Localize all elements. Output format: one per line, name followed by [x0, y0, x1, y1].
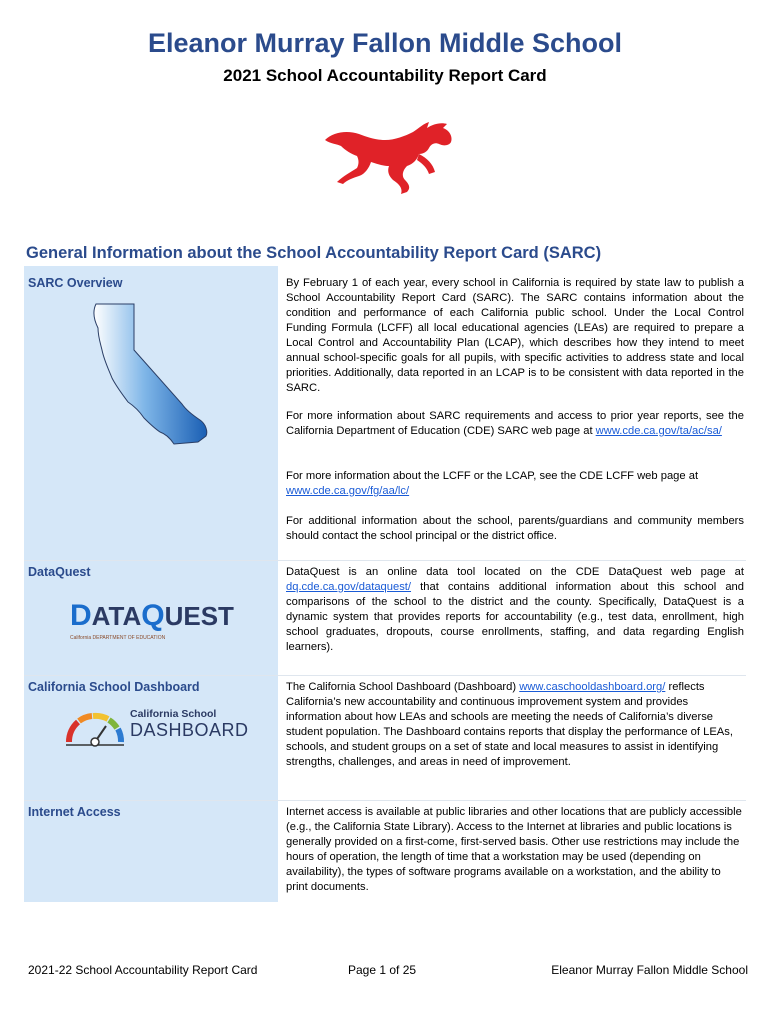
row-content-cell [280, 561, 746, 675]
dataquest-label: DataQuest [28, 565, 91, 579]
sarc-overview-paragraph-4: For additional information about the school, parents/guardians and community members should contact the school principal or the district office. [286, 515, 744, 542]
dashboard-label: California School Dashboard [28, 680, 200, 694]
dashboard-gauge-icon [64, 708, 126, 748]
dashboard-text-before: The California School Dashboard (Dashboard) [286, 681, 517, 693]
row-content-cell [280, 676, 746, 800]
report-title: 2021 School Accountability Report Card [223, 66, 547, 85]
dataquest-logo-subtitle: California DEPARTMENT OF EDUCATION [70, 635, 166, 641]
lcff-web-page-link[interactable]: www.cde.ca.gov/fg/aa/lc/ [286, 485, 410, 497]
school-name: Eleanor Murray Fallon Middle School [147, 28, 623, 58]
footer-left: 2021-22 School Accountability Report Card [28, 963, 258, 977]
lcff-text: For more information about the LCFF or the LCAP, see the CDE LCFF web page at [286, 470, 699, 482]
dataquest-text-after: that contains additional information about this school and comparisons of the school to the district and the county. Specifically, DataQuest is a dynamic system that provides reports for accountability (e.g., test data, enrollment, high school graduates, dropouts, course enrollments, staffing, and data regarding English learners). [286, 581, 744, 653]
mustang-horse-icon [323, 118, 458, 196]
sarc-overview-paragraph-2 [286, 409, 744, 439]
row-content-cell [280, 266, 746, 560]
section-heading: General Information about the School Accountability Report Card (SARC) [26, 244, 602, 262]
internet-access-label: Internet Access [28, 805, 121, 819]
row-dataquest [24, 561, 746, 675]
row-label-cell [24, 561, 280, 675]
row-sarc-overview [24, 266, 746, 560]
footer-right: Eleanor Murray Fallon Middle School [551, 963, 748, 977]
footer-page-number: Page 1 of 25 [348, 963, 417, 977]
dashboard-logo [64, 704, 249, 748]
row-content-cell [280, 801, 746, 902]
row-label-cell [24, 676, 280, 800]
dashboard-logo-top-text: California School [130, 708, 217, 720]
dashboard-paragraph [286, 680, 744, 770]
dataquest-logo-q: Q [141, 599, 165, 632]
row-label-cell [24, 801, 280, 902]
dashboard-text-after: reflects California’s new accountability and continuous improvement system and provides information about how LEAs and schools are meeting the needs of California’s diverse student population. The Dashboard contains reports that display the performance of LEAs, schools, and student groups on a set of state and local measures to assist in identifying strengths, challenges, and areas in need of improvement. [286, 681, 733, 768]
sarc-web-page-link[interactable]: www.cde.ca.gov/ta/ac/sa/ [595, 425, 722, 437]
dashboard-web-page-link[interactable]: www.caschooldashboard.org/ [519, 681, 666, 693]
california-map-icon [90, 302, 220, 452]
row-internet-access [24, 801, 746, 902]
sarc-overview-paragraph-3 [286, 469, 744, 499]
dataquest-logo [70, 599, 240, 649]
dataquest-web-page-link[interactable]: dq.cde.ca.gov/dataquest/ [286, 581, 412, 593]
internet-access-paragraph: Internet access is available at public libraries and other locations that are publicly accessible (e.g., the California State Library). Access to the Internet at libraries and public locations is generally provided on a first-come, first-served basis. Other use restrictions may include the hours of operation, the length of time that a workstation may be used (depending on availability), the types of software programs available on a workstation, and the ability to print documents. [286, 806, 742, 893]
sarc-info-table [24, 266, 746, 902]
sarc-overview-paragraph-1: By February 1 of each year, every school in California is required by state law to publish a School Accountability Report Card (SARC). The SARC contains information about the condition and performance of each California public school. Under the Local Control Funding Formula (LCFF) all local educational agencies (LEAs) are required to prepare a Local Control and Accountability Plan (LCAP), which describes how they intend to meet annual school-specific goals for all pupils, with specific activities to address state and local priorities. Additionally, data reported in an LCAP is to be consistent with data reported in the SARC. [286, 277, 744, 394]
dataquest-text-before: DataQuest is an online data tool located on the CDE DataQuest web page at [286, 566, 744, 578]
sarc-overview-text: For more information about SARC requirements and access to prior year reports, see the California Department of Education (CDE) SARC web page at [286, 410, 744, 437]
row-dashboard [24, 676, 746, 800]
sarc-overview-label: SARC Overview [28, 276, 123, 290]
dataquest-logo-ata: ATA [91, 601, 142, 631]
dataquest-logo-d: D [70, 599, 92, 632]
dashboard-logo-main-text: DASHBOARD [130, 720, 249, 740]
dataquest-paragraph [286, 565, 744, 655]
row-label-cell [24, 266, 280, 560]
dataquest-logo-uest: UEST [164, 601, 234, 631]
